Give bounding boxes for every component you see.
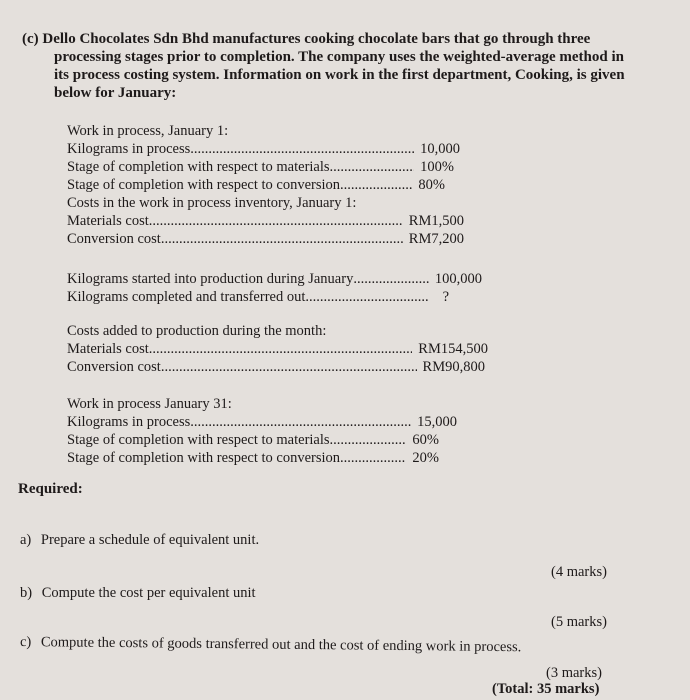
leader-dots bbox=[353, 270, 429, 288]
wip-begin-mat-stage-label: Stage of completion with respect to materials bbox=[67, 159, 330, 175]
costs-added-heading: Costs added to production during the month: bbox=[67, 323, 327, 339]
part-c-marks: (3 marks) bbox=[546, 665, 602, 681]
wip-end-mat-stage-row bbox=[67, 431, 439, 449]
completed-value: ? bbox=[442, 289, 449, 305]
leader-dots bbox=[340, 176, 412, 194]
part-a-label: a) bbox=[20, 532, 32, 548]
wip-begin-conv-stage-row bbox=[67, 176, 445, 194]
wip-begin-conv-stage-label: Stage of completion with respect to conversion bbox=[67, 177, 341, 193]
wip-begin-conv-cost-row bbox=[67, 230, 464, 248]
part-b bbox=[20, 584, 256, 602]
part-a bbox=[20, 531, 259, 549]
costs-added-conv-row bbox=[67, 358, 485, 376]
wip-begin-heading: Work in process, January 1: bbox=[67, 123, 229, 139]
started-row bbox=[67, 270, 482, 288]
total-marks: (Total: 35 marks) bbox=[492, 681, 600, 697]
wip-end-mat-stage-label: Stage of completion with respect to materials bbox=[67, 432, 330, 448]
wip-begin-kg-row bbox=[67, 140, 460, 158]
leader-dots bbox=[330, 158, 415, 176]
wip-begin-conv-cost-value: RM7,200 bbox=[408, 231, 464, 247]
leader-dots bbox=[161, 230, 403, 248]
intro-line-1: (c) Dello Chocolates Sdn Bhd manufactures cooking chocolate bars that go through three bbox=[22, 31, 591, 47]
completed-label: Kilograms completed and transferred out bbox=[67, 289, 306, 305]
wip-begin-mat-stage-row bbox=[67, 158, 454, 176]
completed-row bbox=[67, 288, 449, 306]
wip-begin-kg-label: Kilograms in process bbox=[67, 141, 191, 157]
leader-dots bbox=[330, 431, 407, 449]
leader-dots bbox=[305, 288, 428, 306]
costs-added-mat-value: RM154,500 bbox=[418, 341, 488, 357]
leader-dots bbox=[161, 358, 417, 376]
started-value: 100,000 bbox=[434, 271, 482, 287]
wip-begin-mat-cost-value: RM1,500 bbox=[408, 213, 464, 229]
part-b-text: Compute the cost per equivalent unit bbox=[41, 585, 256, 601]
wip-end-conv-stage-label: Stage of completion with respect to conversion bbox=[67, 450, 341, 466]
part-c-label: c) bbox=[19, 634, 32, 651]
wip-end-heading: Work in process January 31: bbox=[67, 396, 232, 412]
wip-end-kg-value: 15,000 bbox=[417, 414, 457, 430]
wip-begin-costs-heading: Costs in the work in process inventory, January 1: bbox=[67, 195, 357, 211]
leader-dots bbox=[190, 140, 414, 158]
wip-end-kg-label: Kilograms in process bbox=[67, 414, 191, 430]
leader-dots bbox=[149, 212, 403, 230]
intro-line-4: below for January: bbox=[54, 85, 177, 101]
wip-begin-mat-stage-value: 100% bbox=[420, 159, 454, 175]
part-c-text: Compute the costs of goods transferred out and the cost of ending work in process. bbox=[40, 634, 522, 656]
part-c bbox=[20, 633, 521, 656]
wip-begin-conv-stage-value: 80% bbox=[418, 177, 445, 193]
required-heading: Required: bbox=[18, 481, 83, 497]
costs-added-conv-label: Conversion cost bbox=[67, 359, 161, 375]
wip-begin-conv-cost-label: Conversion cost bbox=[67, 231, 161, 247]
intro-line-2: processing stages prior to completion. The company uses the weighted-average method in bbox=[54, 49, 624, 65]
wip-end-conv-stage-row bbox=[67, 449, 439, 467]
part-b-marks: (5 marks) bbox=[551, 614, 607, 630]
intro-line-3: its process costing system. Information on work in the first department, Cooking, is given bbox=[54, 67, 625, 83]
wip-begin-mat-cost-row bbox=[67, 212, 464, 230]
wip-end-conv-stage-value: 20% bbox=[412, 450, 439, 466]
part-b-label: b) bbox=[20, 585, 33, 601]
leader-dots bbox=[340, 449, 406, 467]
wip-end-mat-stage-value: 60% bbox=[412, 432, 439, 448]
part-a-text: Prepare a schedule of equivalent unit. bbox=[40, 532, 260, 548]
question-intro bbox=[22, 30, 652, 102]
leader-dots bbox=[190, 413, 411, 431]
wip-begin-kg-value: 10,000 bbox=[420, 141, 460, 157]
costs-added-mat-row bbox=[67, 340, 488, 358]
wip-end-kg-row bbox=[67, 413, 457, 431]
costs-added-conv-value: RM90,800 bbox=[422, 359, 485, 375]
started-label: Kilograms started into production during January bbox=[67, 271, 354, 287]
leader-dots bbox=[149, 340, 413, 358]
wip-begin-mat-cost-label: Materials cost bbox=[67, 213, 149, 229]
costs-added-mat-label: Materials cost bbox=[67, 341, 149, 357]
part-a-marks: (4 marks) bbox=[551, 564, 607, 580]
